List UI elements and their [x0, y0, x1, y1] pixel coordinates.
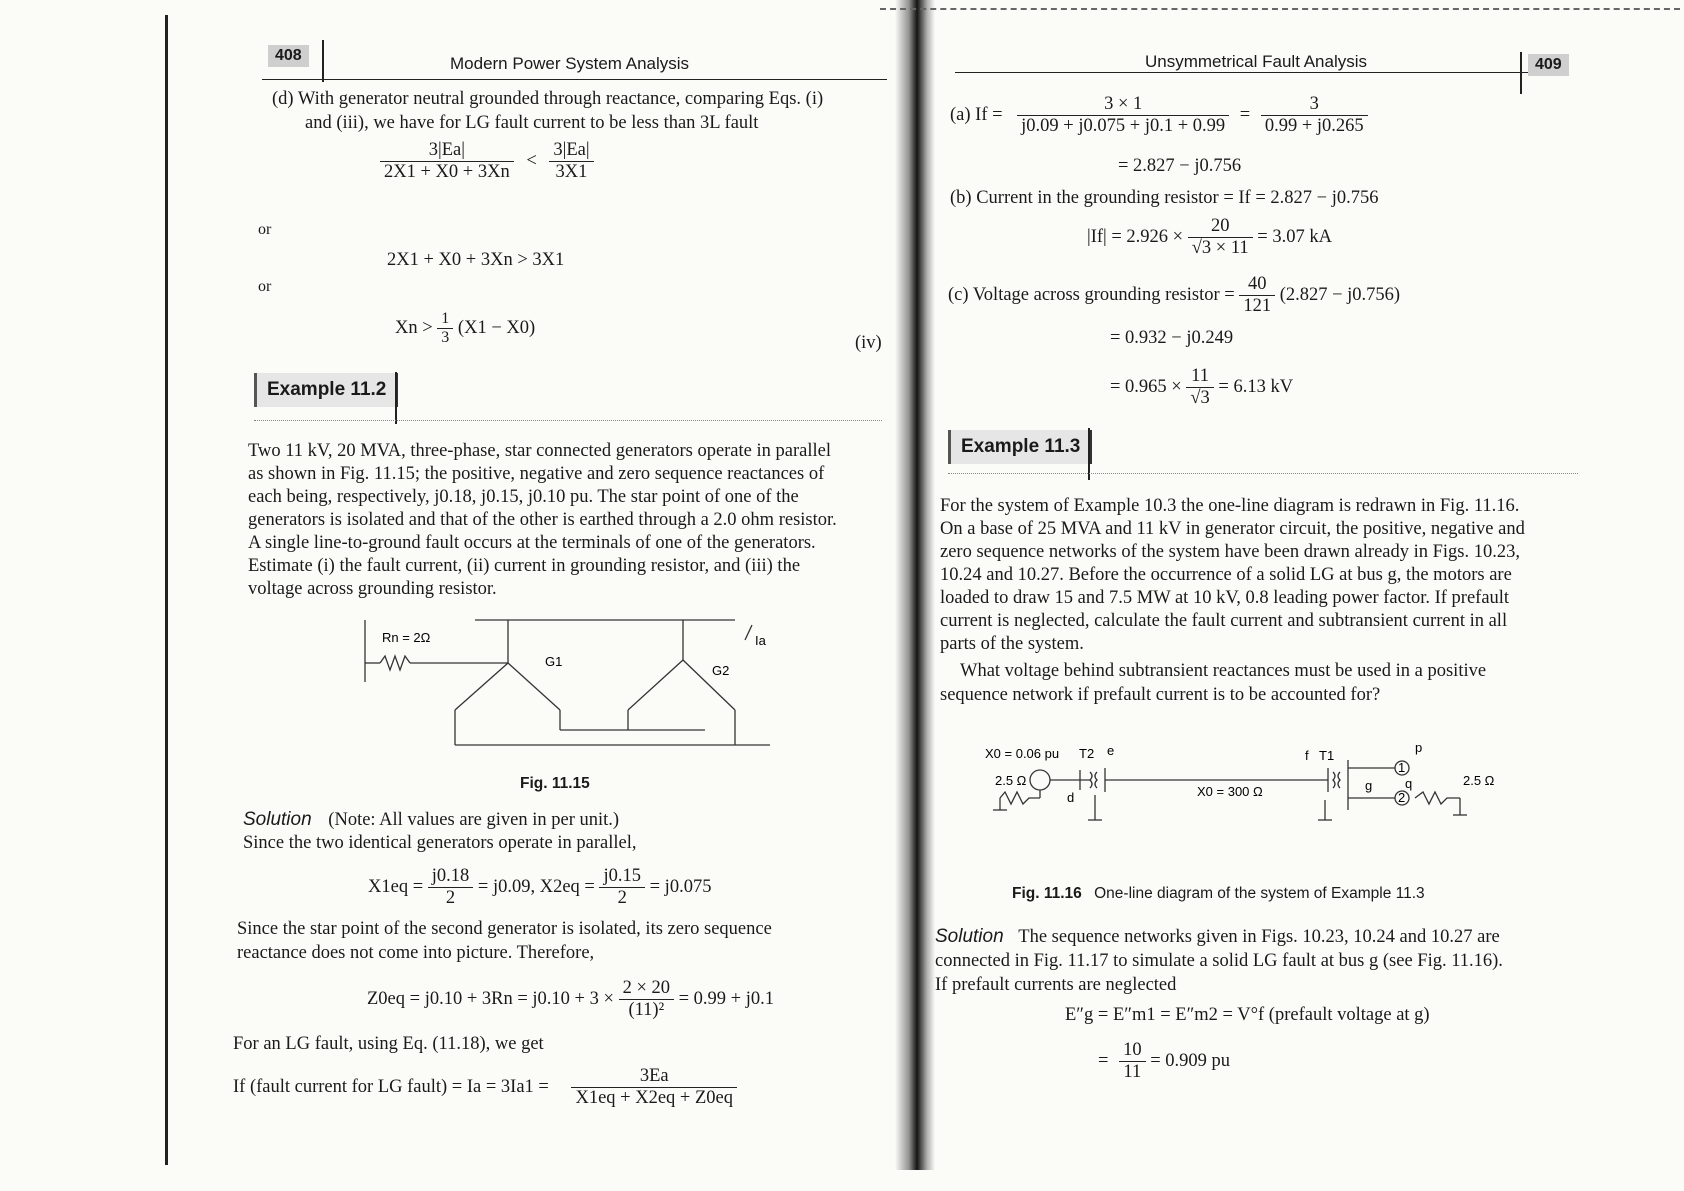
resistor-rn [380, 656, 410, 670]
label-rn: Rn = 2Ω [382, 630, 431, 645]
equation-tag-iv: (iv) [855, 333, 882, 353]
ineq3-left: Xn > [395, 317, 433, 338]
question-line1: What voltage behind subtransient reactances must be used in a positive [960, 661, 1487, 681]
c-res2-rhs: = 6.13 kV [1218, 376, 1294, 397]
if-den: X1eq + X2eq + Z0eq [575, 1088, 734, 1108]
solution-11-2-heading [243, 808, 619, 832]
label-t1: T1 [1319, 748, 1335, 763]
ineq1-op: < [526, 150, 537, 171]
label-r-left: 2.5 Ω [995, 773, 1027, 788]
solution-word: Solution [935, 926, 1004, 947]
a-den1: j0.09 + j0.075 + j0.1 + 0.99 [1021, 116, 1226, 136]
b-mag-res: = 3.07 kA [1257, 226, 1332, 247]
example-11-2-rule [254, 420, 882, 421]
x1eq-num: j0.18 [428, 866, 474, 888]
solution-11-3-line2: connected in Fig. 11.17 to simulate a solid LG fault at bus g (see Fig. 11.16). [935, 951, 1503, 971]
generator-ground-resistor [1000, 792, 1040, 804]
e-res-lhs: = [1098, 1050, 1109, 1071]
solution-line2: Since the two identical generators operate in parallel, [243, 833, 637, 853]
part-b-line: (b) Current in the grounding resistor = If = 2.827 − j0.756 [950, 188, 1379, 208]
ineq1-num-left: 3|Ea| [380, 140, 514, 162]
b-mag-den: √3 × 11 [1191, 238, 1249, 258]
top-scan-edge [880, 8, 1680, 12]
label-x0-line: X0 = 300 Ω [1197, 784, 1263, 799]
part-d-line2: and (iii), we have for LG fault current to be less than 3L fault [305, 113, 759, 133]
part-c-result2 [1110, 366, 1293, 409]
problem-line: Two 11 kV, 20 MVA, three-phase, star connected generators operate in parallel [248, 441, 831, 461]
solution-11-3-text: The sequence networks given in Figs. 10.23, 10.24 and 10.27 are [1018, 927, 1500, 947]
ineq3-frac-num: 1 [437, 310, 453, 329]
z0eq-equation [367, 978, 774, 1021]
z0-lhs: Z0eq = j0.10 + 3Rn = j0.10 + 3 × [367, 988, 614, 1009]
x-eq-equation [368, 866, 711, 909]
x2eq-res: = j0.075 [649, 876, 712, 897]
ineq1-den-left: 2X1 + X0 + 3Xn [384, 162, 510, 182]
lg-fault-line: For an LG fault, using Eq. (11.18), we get [233, 1034, 544, 1054]
problem-line: 10.24 and 10.27. Before the occurrence of a solid LG at bus g, the motors are [940, 565, 1512, 585]
example-11-3-rule [948, 473, 1578, 474]
problem-line: current is neglected, calculate the fault current and subtransient current in all [940, 611, 1508, 631]
c-res2-num: 11 [1186, 366, 1213, 388]
solution-11-3-line3: If prefault currents are neglected [935, 975, 1177, 995]
problem-line: parts of the system. [940, 634, 1084, 654]
example-11-2-label: Example 11.2 [254, 373, 398, 407]
part-a-result: = 2.827 − j0.756 [1118, 156, 1242, 176]
transformer-t2-secondary [1095, 772, 1097, 788]
x1eq-mid: = j0.09, X2eq = [477, 876, 595, 897]
label-d: d [1067, 790, 1075, 805]
label-e: e [1107, 743, 1115, 758]
label-g1: G1 [545, 654, 563, 669]
solution-11-3-line1 [935, 925, 1575, 949]
fault-current-arrow [745, 625, 752, 640]
g1-star-arm [508, 663, 560, 710]
c-line-lhs: (c) Voltage across grounding resistor = [948, 284, 1235, 305]
transformer-t2-primary [1090, 772, 1092, 788]
inequality-1 [380, 140, 594, 183]
b-mag-num: 20 [1188, 216, 1253, 238]
part-a-equation [950, 94, 1368, 137]
solution-note: (Note: All values are given in per unit.) [328, 810, 620, 830]
or-word-2: or [258, 278, 272, 295]
star-point-line2: reactance does not come into picture. Therefore, [237, 943, 595, 963]
c-rhs: (2.827 − j0.756) [1279, 284, 1401, 305]
e-equation: E″g = E″m1 = E″m2 = V°f (prefault voltage at g) [1065, 1005, 1430, 1025]
left-page-number: 408 [268, 45, 309, 67]
problem-line: zero sequence networks of the system have been drawn already in Figs. 10.23, [940, 542, 1521, 562]
g2-star-arm [628, 660, 683, 710]
part-c-equation [948, 274, 1400, 317]
label-t2: T2 [1079, 746, 1095, 761]
fig-11-16-text: One-line diagram of the system of Example 11.3 [1094, 885, 1425, 902]
left-header-divider [322, 40, 324, 82]
transformer-t1-secondary [1338, 772, 1340, 788]
or-word-1: or [258, 221, 272, 238]
if-equation [233, 1066, 737, 1109]
generator-symbol [1030, 770, 1050, 790]
inequality-2: 2X1 + X0 + 3Xn > 3X1 [387, 250, 565, 270]
right-page-number: 409 [1528, 54, 1569, 76]
part-c-result1: = 0.932 − j0.249 [1110, 328, 1234, 348]
c-num: 40 [1239, 274, 1275, 296]
fig-11-15-diagram [360, 620, 800, 765]
if-num: 3Ea [571, 1066, 737, 1088]
if-lhs: If (fault current for LG fault) = Ia = 3Ia1 = [233, 1076, 549, 1097]
g1-star-arm [455, 663, 508, 710]
problem-line: generators is isolated and that of the other is earthed through a 2.0 ohm resistor. [248, 510, 837, 530]
problem-line: each being, respectively, j0.18, j0.15, j0.10 pu. The star point of one of the [248, 487, 799, 507]
label-motor-1: 1 [1398, 760, 1406, 775]
e-den: 11 [1123, 1062, 1142, 1082]
solution-word: Solution [243, 809, 312, 830]
c-res2-den: √3 [1190, 388, 1210, 408]
a-den2: 0.99 + j0.265 [1264, 116, 1364, 136]
x2eq-den: 2 [617, 888, 627, 908]
fig-11-16-num: Fig. 11.16 [1012, 885, 1082, 902]
fig-11-15-caption: Fig. 11.15 [520, 775, 590, 792]
right-header-rule [955, 72, 1535, 73]
part-d-line1: (d) With generator neutral grounded through reactance, comparing Eqs. (i) [272, 89, 824, 109]
c-res2-lhs: = 0.965 × [1110, 376, 1182, 397]
label-g2: G2 [712, 663, 730, 678]
right-header-divider [1520, 52, 1522, 94]
a-num2: 3 [1261, 94, 1368, 116]
b-mag-lhs: |If| = 2.926 × [1087, 226, 1184, 247]
problem-line: as shown in Fig. 11.15; the positive, negative and zero sequence reactances of [248, 464, 825, 484]
ineq1-den-right: 3X1 [555, 162, 588, 182]
right-running-head: Unsymmetrical Fault Analysis [1145, 52, 1368, 71]
example-11-2-marker [395, 372, 397, 424]
problem-line: On a base of 25 MVA and 11 kV in generator circuit, the positive, negative and [940, 519, 1525, 539]
inequality-3 [395, 310, 535, 347]
star-point-line1: Since the star point of the second generator is isolated, its zero sequence [237, 919, 772, 939]
z0-res: = 0.99 + j0.1 [678, 988, 775, 1009]
left-running-head: Modern Power System Analysis [450, 54, 690, 73]
a-eq-sign: = [1239, 104, 1251, 125]
left-header-rule [262, 79, 887, 80]
x2eq-num: j0.15 [599, 866, 645, 888]
left-page-edge [165, 15, 168, 1165]
part-b-magnitude [1087, 216, 1332, 259]
label-ia: Ia [755, 633, 766, 648]
a-num1: 3 × 1 [1017, 94, 1229, 116]
e-result [1098, 1040, 1230, 1083]
label-r-right: 2.5 Ω [1463, 773, 1495, 788]
motor-ground-resistor [1415, 792, 1460, 804]
label-g: g [1365, 778, 1373, 793]
c-den: 121 [1243, 296, 1272, 316]
e-num: 10 [1119, 1040, 1146, 1062]
z0-num: 2 × 20 [619, 978, 674, 1000]
label-f: f [1305, 748, 1309, 763]
question-line2: sequence network if prefault current is to be accounted for? [940, 685, 1381, 705]
book-gutter-shadow [895, 0, 935, 1170]
fig-11-16-caption [1012, 885, 1425, 903]
z0-den: (11)² [628, 1000, 665, 1020]
problem-line: For the system of Example 10.3 the one-line diagram is redrawn in Fig. 11.16. [940, 496, 1520, 516]
ineq3-right: (X1 − X0) [457, 317, 536, 338]
example-11-2-problem [248, 440, 888, 601]
problem-line: Estimate (i) the fault current, (ii) current in grounding resistor, and (iii) the [248, 556, 801, 576]
ineq3-frac-den: 3 [441, 329, 450, 346]
label-q: q [1405, 776, 1413, 791]
a-label: (a) If = [950, 104, 1003, 125]
label-motor-2: 2 [1398, 790, 1406, 805]
x1eq-den: 2 [445, 888, 456, 908]
e-res: = 0.909 pu [1150, 1050, 1230, 1071]
example-11-3-problem [940, 495, 1572, 656]
label-x0-gen: X0 = 0.06 pu [985, 746, 1060, 761]
transformer-t1-primary [1333, 772, 1335, 788]
example-11-3-label: Example 11.3 [948, 430, 1092, 464]
problem-line: loaded to draw 15 and 7.5 MW at 10 kV, 0.8 leading power factor. If prefault [940, 588, 1510, 608]
label-p: p [1415, 740, 1423, 755]
problem-line: voltage across grounding resistor. [248, 579, 497, 599]
problem-line: A single line-to-ground fault occurs at the terminals of one of the generators. [248, 533, 816, 553]
fig-11-16-diagram [985, 740, 1545, 860]
x1eq-lhs: X1eq = [368, 876, 424, 897]
ineq1-num-right: 3|Ea| [549, 140, 593, 162]
